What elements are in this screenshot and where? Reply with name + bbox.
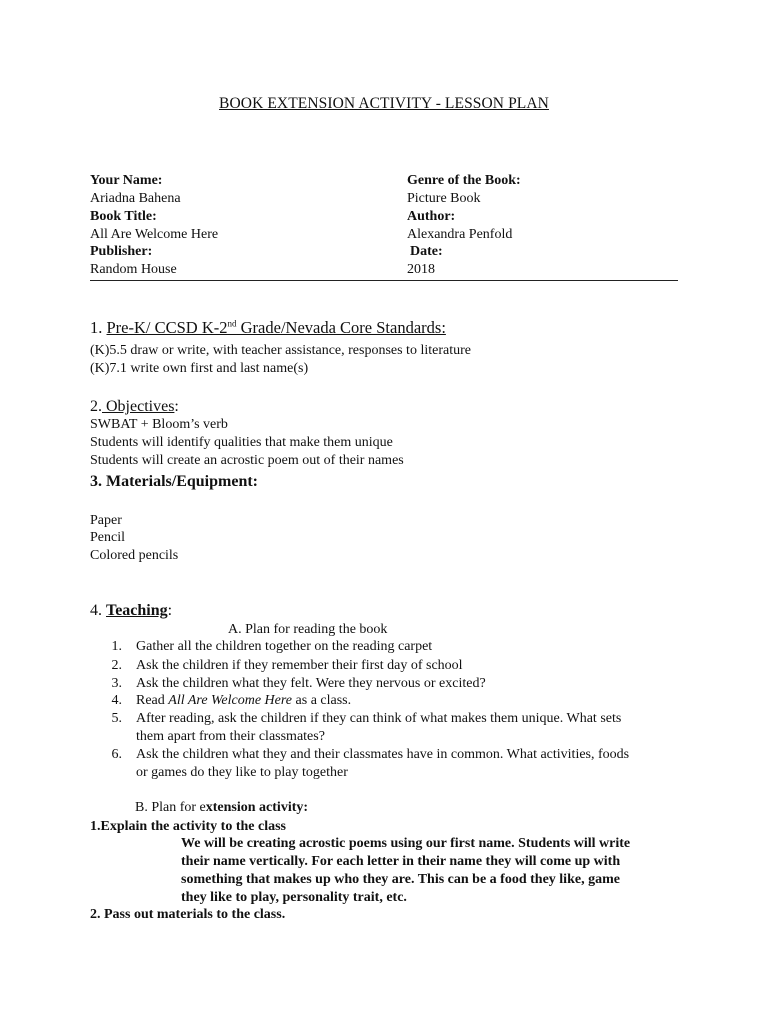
book-title-value: All Are Welcome Here <box>90 227 219 242</box>
list-item-text-post: as a class. <box>292 693 352 708</box>
list-item-number: 4. <box>111 693 122 708</box>
material-item: Pencil <box>90 530 125 545</box>
your-name-value: Ariadna Bahena <box>90 191 181 206</box>
genre-value: Picture Book <box>407 191 481 206</box>
objective-item: Students will identify qualities that make them unique <box>90 435 393 450</box>
standard-item: (K)5.5 draw or write, with teacher assistance, responses to literature <box>90 343 471 358</box>
plan-b-heading <box>135 799 308 817</box>
materials-heading: 3. Materials/Equipment: <box>90 473 258 490</box>
list-item-text-line1: Ask the children what they and their classmates have in common. What activities, foods <box>136 747 630 762</box>
publisher-label: Publisher: <box>90 244 153 259</box>
teaching-heading-text: Teaching <box>106 602 168 619</box>
standards-heading-part1: Pre-K/ CCSD K-2 <box>106 318 228 337</box>
list-item-number: 2. <box>111 658 122 673</box>
material-item: Paper <box>90 513 122 528</box>
objectives-heading-text: Objectives <box>102 398 175 415</box>
document-title: BOOK EXTENSION ACTIVITY - LESSON PLAN <box>219 95 549 112</box>
book-title-label: Book Title: <box>90 209 157 224</box>
standards-heading-sup: nd <box>227 318 237 329</box>
plan-a-heading: A. Plan for reading the book <box>228 622 388 637</box>
list-item-number: 6. <box>111 747 122 762</box>
plan-b-prefix: B. Plan for e <box>135 800 206 815</box>
pass-out-step: 2. Pass out materials to the class. <box>90 907 286 922</box>
explain-line: something that makes up who they are. This can be a food they like, game <box>181 872 620 887</box>
list-item-text: Ask the children what they felt. Were they nervous or excited? <box>136 676 486 691</box>
list-item-number: 3. <box>111 676 122 691</box>
explain-line: they like to play, personality trait, etc. <box>181 890 407 905</box>
plan-b-bold: xtension activity: <box>205 800 309 815</box>
genre-label: Genre of the Book: <box>407 173 521 188</box>
standard-item: (K)7.1 write own first and last name(s) <box>90 361 309 376</box>
explain-line: their name vertically. For each letter in their name they will come up with <box>181 854 621 869</box>
standards-heading-text <box>107 318 446 337</box>
list-item-text: Ask the children if they remember their first day of school <box>136 658 463 673</box>
material-item: Colored pencils <box>90 548 179 563</box>
standards-heading <box>90 318 446 338</box>
list-item-text-line2: or games do they like to play together <box>136 765 348 780</box>
objective-item: Students will create an acrostic poem out of their names <box>90 453 404 468</box>
objectives-heading <box>90 397 179 417</box>
list-item-text-line1: After reading, ask the children if they can think of what makes them unique. What sets <box>136 711 622 726</box>
your-name-label: Your Name: <box>90 173 163 188</box>
header-divider <box>90 280 678 281</box>
teaching-heading <box>90 601 172 621</box>
standards-heading-part2: Grade/Nevada Core Standards: <box>236 318 446 337</box>
explain-line: We will be creating acrostic poems using our first name. Students will write <box>181 836 631 851</box>
teaching-number: 4. <box>90 602 102 619</box>
teaching-colon: : <box>167 602 173 619</box>
list-item-text <box>136 692 351 710</box>
book-title-italic: All Are Welcome Here <box>168 693 293 708</box>
date-value: 2018 <box>407 262 435 277</box>
date-label: Date: <box>410 244 443 259</box>
list-item-number: 1. <box>111 639 122 654</box>
standards-number: 1. <box>90 318 103 337</box>
list-item-text-pre: Read <box>136 693 169 708</box>
author-label: Author: <box>407 209 456 224</box>
explain-heading: 1.Explain the activity to the class <box>90 819 286 834</box>
publisher-value: Random House <box>90 262 177 277</box>
objectives-number: 2. <box>90 398 102 415</box>
list-item-text-line2: them apart from their classmates? <box>136 729 325 744</box>
objectives-colon: : <box>174 398 179 415</box>
list-item-text: Gather all the children together on the reading carpet <box>136 639 433 654</box>
author-value: Alexandra Penfold <box>407 227 513 242</box>
objective-item: SWBAT + Bloom’s verb <box>90 417 228 432</box>
list-item-number: 5. <box>111 711 122 726</box>
